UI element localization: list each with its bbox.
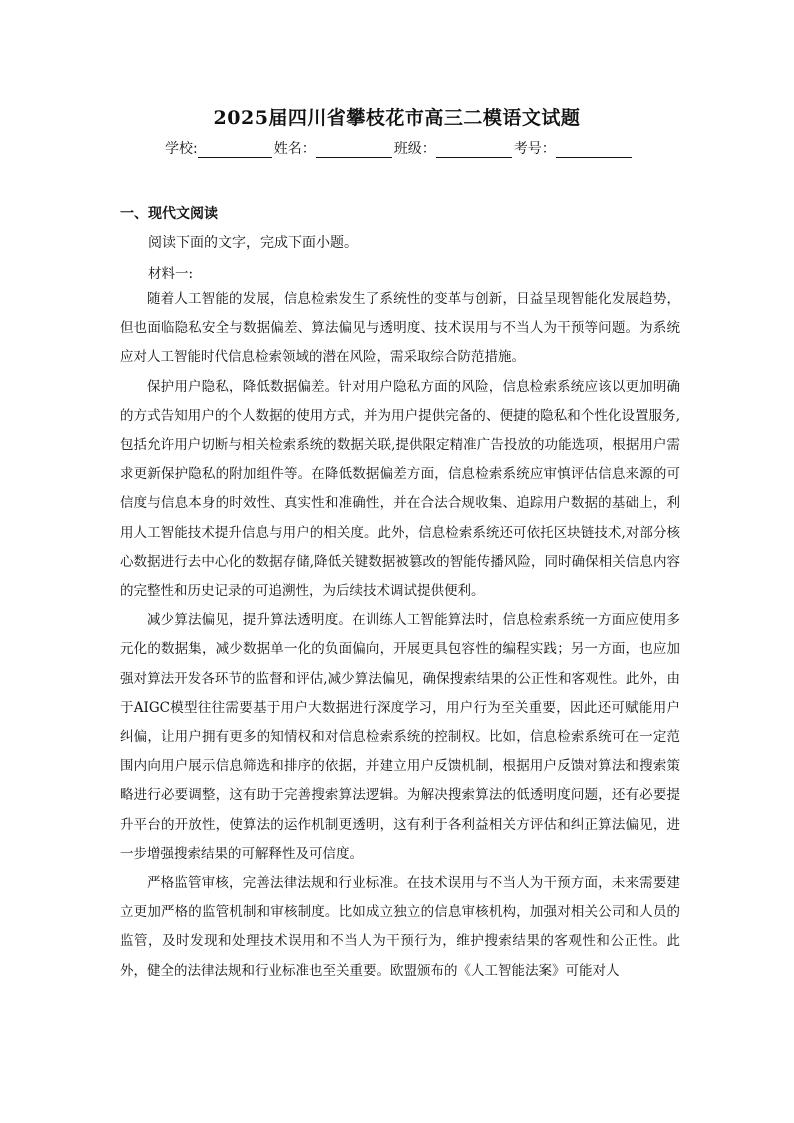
class-label: 班级： — [393, 141, 436, 157]
name-blank[interactable] — [316, 141, 392, 158]
class-field — [394, 138, 514, 158]
exam-title: 2025届四川省攀枝花市高三二模语文试题 — [213, 107, 581, 129]
exam-number-field — [514, 138, 634, 158]
exam-number-label: 考号： — [513, 141, 556, 157]
student-info-row — [165, 138, 634, 158]
school-label: 学校: — [165, 141, 198, 157]
paragraph: 保护用户隐私，降低数据偏差。针对用户隐私方面的风险，信息检索系统应该以更加明确的方式告知用户的个人数据的使用方式，并为用户提供完备的、便捷的隐私和个性化设置服务,包括允许用户切断与相关检索系统的数据关联,提供限定精准广告投放的功能选项，根据用户需求更新保护隐私的附加组件等。在降低数据偏差方面，信息检索系统应审慎评估信息来源的可信度与信息本身的时效性、真实性和准确性，并在合法合规收集、追踪用户数据的基础上，利用人工智能技术提升信息与用户的相关度。此外，信息检索系统还可依托区块链技术,对部分核心数据进行去中心化的数据存储,降低关键数据被篡改的智能传播风险，同时确保相关信息内容的完整性和历史记录的可追溯性，为后续技术调试提供便利。 — [120, 378, 680, 600]
exam-number-blank[interactable] — [556, 141, 632, 158]
class-blank[interactable] — [436, 141, 512, 158]
paragraph: 随着人工智能的发展，信息检索发生了系统性的变革与创新，日益呈现智能化发展趋势，但也面临隐私安全与数据偏差、算法偏见与透明度、技术误用与不当人为干预等问题。为系统应对人工智能时代信息检索领域的潜在风险，需采取综合防范措施。 — [120, 291, 680, 366]
reading-instruction: 阅读下面的文字，完成下面小题。 — [148, 235, 358, 251]
school-blank[interactable] — [198, 141, 272, 158]
paragraph: 严格监管审核，完善法律法规和行业标准。在技术误用与不当人为干预方面，未来需要建立更加严格的监管机制和审核制度。比如成立独立的信息审核机构，加强对相关公司和人员的监管，及时发现和处理技术误用和不当人为干预行为，维护搜索结果的客观性和公正性。此外，健全的法律法规和行业标准也至关重要。欧盟颁布的《人工智能法案》可能对人 — [120, 875, 680, 979]
name-label: 姓名： — [273, 141, 316, 157]
section-heading: 一、现代文阅读 — [120, 206, 218, 222]
school-field — [165, 138, 274, 158]
material-label: 材料一: — [148, 266, 194, 282]
article-body — [120, 285, 680, 986]
paragraph: 减少算法偏见，提升算法透明度。在训练人工智能算法时，信息检索系统一方面应使用多元化的数据集，减少数据单一化的负面偏向，开展更具包容性的编程实践；另一方面，也应加强对算法开发各环节的监督和评估,减少算法偏见，确保搜索结果的公正性和客观性。此外，由于AIGC模型往往需要基于用户大数据进行深度学习，用户行为至关重要，因此还可赋能用户纠偏，让用户拥有更多的知情权和对信息检索系统的控制权。比如，信息检索系统可在一定范围内向用户展示信息筛选和排序的依据，并建立用户反馈机制，根据用户反馈对算法和搜索策略进行必要调整，这有助于完善搜索算法逻辑。为解决搜索算法的低透明度问题，还有必要提升平台的开放性，使算法的运作机制更透明，这有利于各利益相关方评估和纠正算法偏见，进一步增强搜索结果的可解释性及可信度。 — [120, 612, 680, 862]
name-field — [274, 138, 394, 158]
